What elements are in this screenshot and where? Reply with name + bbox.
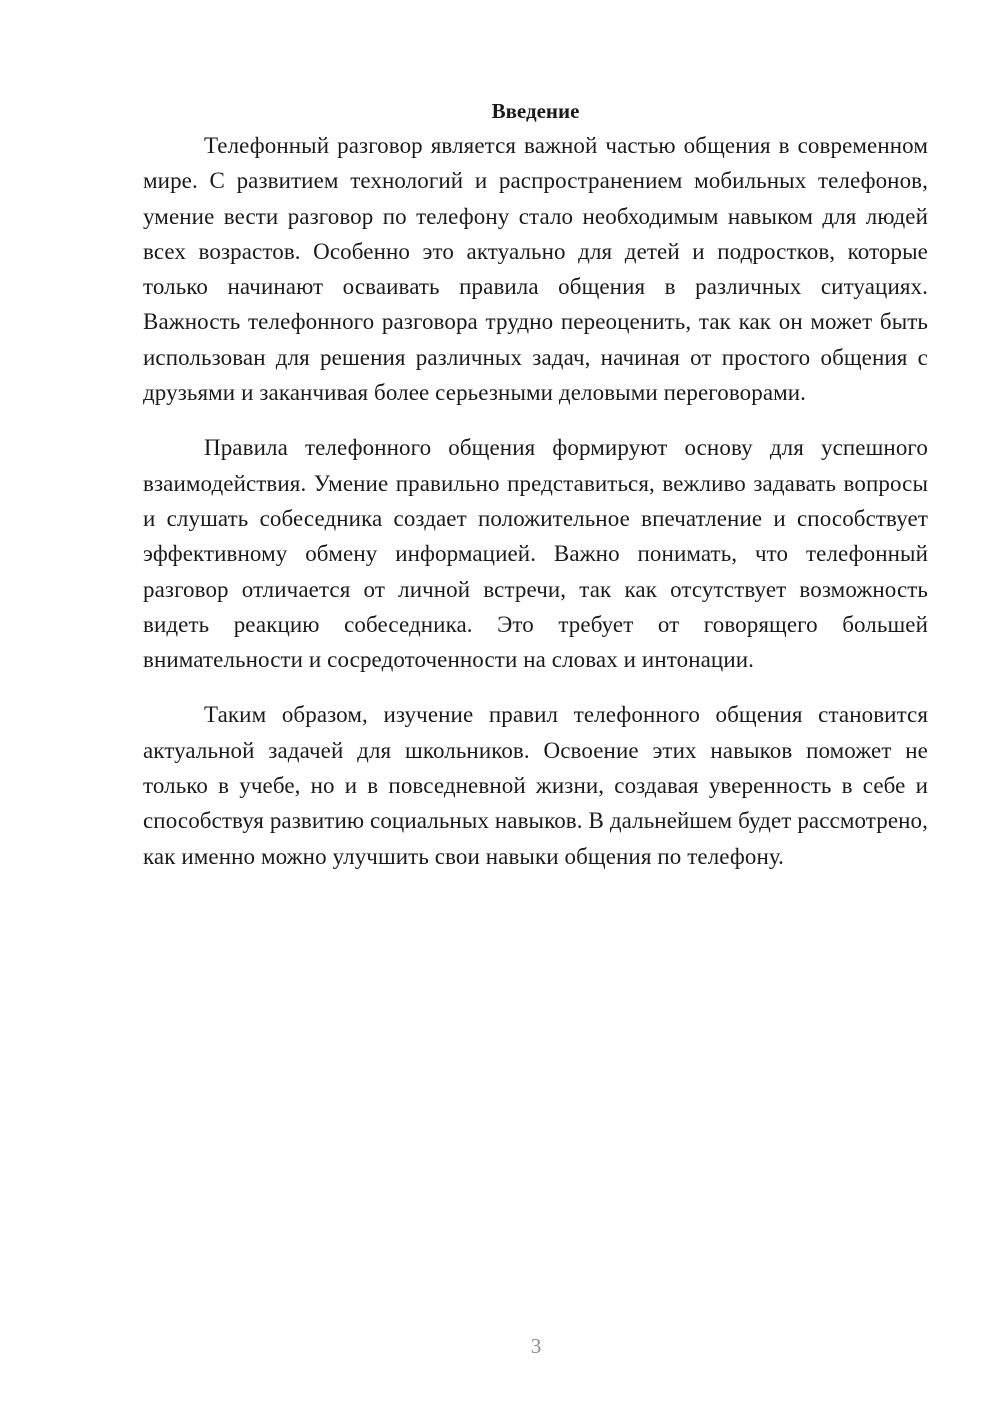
page-content — [143, 96, 928, 894]
paragraph-3: Таким образом, изучение правил телефонного общения становится актуальной задачей для школьников. Освоение этих навыков поможет не только в учебе, но и в повседневной жизни, создавая уверенность в себе и способствуя развитию социальных навыков. В дальнейшем будет рассмотрено, как именно можно улучшить свои навыки общения по телефону. — [143, 702, 928, 869]
paragraph-1: Телефонный разговор является важной частью общения в современном мире. С развитием технологий и распространением мобильных телефонов, умение вести разговор по телефону стало необходимым навыком для людей всех возрастов. Особенно это актуально для детей и подростков, которые только начинают осваивать правила общения в различных ситуациях. Важность телефонного разговора трудно переоценить, так как он может быть использован для решения различных задач, начиная от простого общения с друзьями и заканчивая более серьезными деловыми переговорами. — [143, 133, 928, 406]
section-title: Введение — [491, 99, 580, 123]
paragraph-2: Правила телефонного общения формируют основу для успешного взаимодействия. Умение правильно представиться, вежливо задавать вопросы и слушать собеседника создает положительное впечатление и способствует эффективному обмену информацией. Важно понимать, что телефонный разговор отличается от личной встречи, так как отсутствует возможность видеть реакцию собеседника. Это требует от говорящего большей внимательности и сосредоточенности на словах и интонации. — [143, 435, 928, 673]
page-number: 3 — [530, 1334, 542, 1358]
